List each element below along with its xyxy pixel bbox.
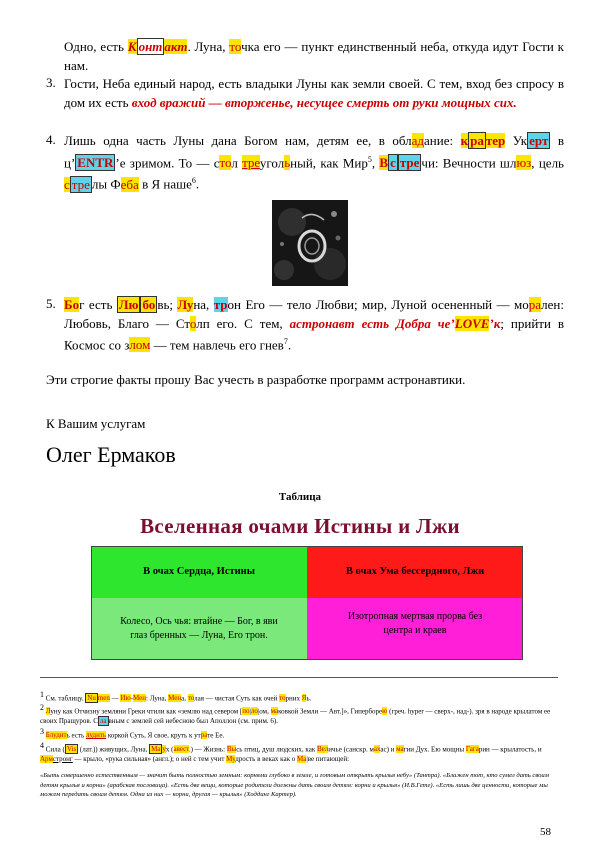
item-5-number: 5.	[46, 296, 56, 311]
footnote-4: $^4$ Сила ( Vis (лат.)) живущих, Луна, Ма ух (авест.) — Жизнь: Высь птиц, душ людских, как Величье (санскр. махас) и магии Дух. Ею мощны Гагарин — крылатость, и Армстронг — крыло, «рука сильная» (англ.); о ней с тем учит Мудрость в веках как о Ма|ве питающей:	[40, 741, 542, 763]
closing-salutation: К Вашим услугам	[46, 416, 146, 431]
table-header-truth: В очах Сердца, Истины	[91, 546, 307, 598]
item-4-text: Лишь одна часть Луны дана Богом нам, детям ее, в обладание: к ра тер Ук ерт в ц’ ENTR ’е зримом. То — стол треугольный, как Мир$^5$, В с тре чи: Вечности шлюз, цель с тре лы Феба в Я наше$^6$.	[64, 133, 564, 192]
footnote-3: $^3$ Блудить есть лудить коркой Суть, Я свое, круть к утрате Ее.	[40, 727, 225, 740]
table-title: Вселенная очами Истины и Лжи	[140, 514, 460, 538]
table-header-lie: В очах Ума бессердного, Лжи	[307, 546, 523, 598]
table-cell-lie: Изотропная мертвая прорва без центра и краев	[307, 598, 523, 660]
moon-photo	[272, 200, 348, 286]
moon-photo-image	[272, 200, 348, 286]
footnote-separator	[40, 677, 558, 678]
item-4-number: 4.	[46, 132, 56, 147]
closing-request: Эти строгие факты прошу Вас учесть в разработке программ астронавтики.	[46, 372, 466, 387]
footnote-2: $^2$ Луну как Отчизну земляни Греки чтили как «землю над севером [поло|ом, маковкой Земли — Авт.]», Гиперборею (греч. hyper — сверх-, над-). зря в народе крылатом ее своих Пращуров. С ла вным с землей сей небесною был Аполлон (см. прим. 6).	[40, 703, 551, 725]
footnote-quote: «Быть совершенно естественным — значит быть полностью земным: корнями глубоко в земле, и готовым открыть крылья небу» (Тантра). «Блажен тот, кто сумел дать своим детям крылья и корни» (арабская пословица). «Есть две вещи, которые родители должны дать своим детям: корни и крылья» (И.В.Гете). «Есть лишь две ценности, которые мы можем передать своим детям. Одна из них — корни, другая — крылья» (Ходдинг Картер).	[40, 772, 549, 798]
footnote-1: $^1$ См. таблицу. Nu men — Ию-Мен: Луна, Мена, толая — чистая Суть как очей торних Яь.	[40, 690, 312, 703]
table-cell-truth: Колесо, Ось чья: втайне — Бог, в яви глаз бренных — Луна, Его трон.	[91, 598, 307, 660]
page-number: 58	[540, 826, 551, 838]
intro-paragraph: Одно, есть К онт акт. Луна, точка его — пункт единственный неба, откуда идут Гости к нам.	[64, 39, 564, 73]
item-3-text: Гости, Неба единый народ, есть владыки Луны как земли своей. С тем, вход без спросу в дом их есть вход вражий — вторженье, несущее смерть от руки мощных сих.	[64, 76, 564, 110]
item-5-text: Бог есть Лю бо вь; Луна, трон Его — тело Любви; мир, Луной осененный — морален: Любовь, Благо — Столп его. С тем, астронавт есть Добра че’LOVE’к; прийти в Космос со злом — тем навлечь его гнев$^7$.	[64, 297, 565, 353]
table-caption: Таблица	[278, 491, 322, 503]
author-name: Олег Ермаков	[46, 442, 176, 467]
item-3-number: 3.	[46, 75, 56, 90]
